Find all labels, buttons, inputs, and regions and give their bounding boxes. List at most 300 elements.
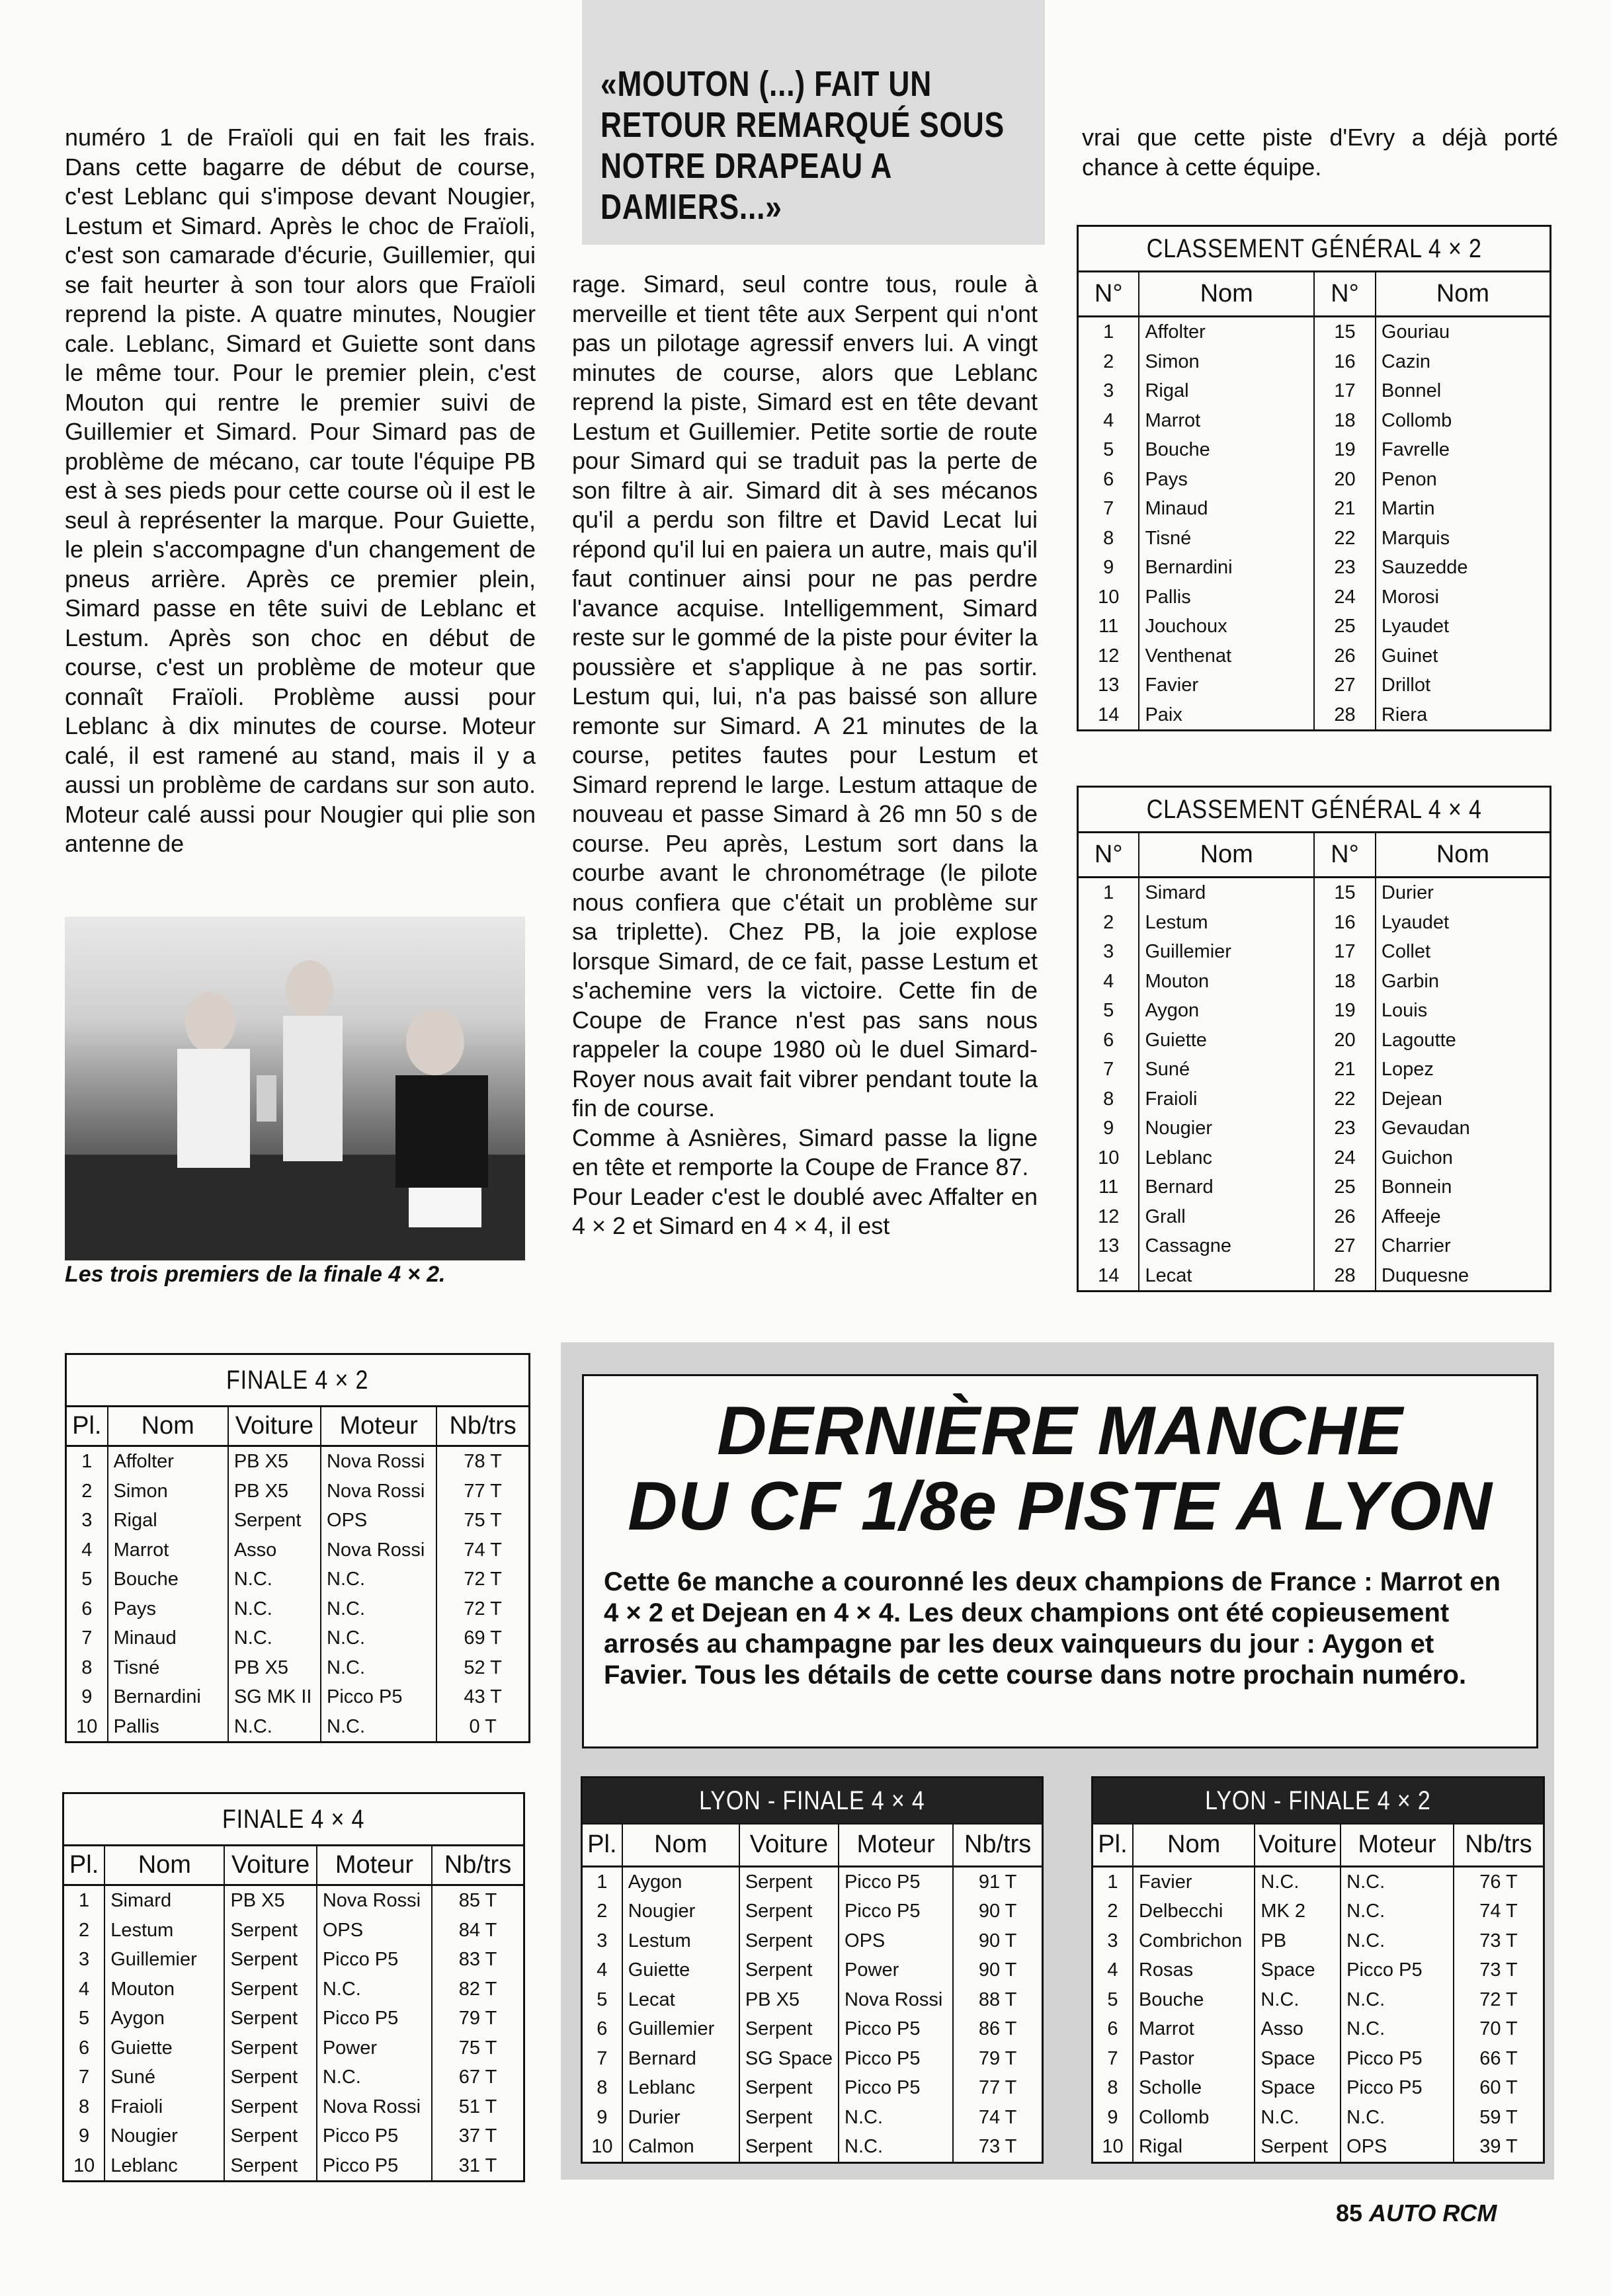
table-row	[66, 1536, 530, 1565]
column-header: Nom	[104, 1846, 224, 1885]
table-cell: 11	[1078, 612, 1139, 641]
table-cell: PB X5	[224, 1885, 316, 1916]
table-cell: Drillot	[1376, 671, 1551, 700]
table-cell: 4	[1078, 967, 1139, 997]
table-cell: Collomb	[1376, 406, 1551, 436]
table-cell: 74 T	[953, 2103, 1042, 2133]
classement-4x4-table	[1077, 786, 1551, 1292]
table-cell: 9	[66, 1682, 108, 1712]
table-cell: Simard	[1139, 878, 1314, 908]
table-cell: Nova Rossi	[321, 1446, 436, 1477]
table-cell: Serpent	[739, 1926, 839, 1956]
column-header: Moteur	[1341, 1824, 1454, 1866]
table-cell: N.C.	[321, 1653, 436, 1683]
table-cell: 5	[63, 2004, 105, 2033]
table-cell: 90 T	[953, 1955, 1042, 1985]
table-cell: 90 T	[953, 1897, 1042, 1926]
table-cell: 5	[582, 1985, 622, 2015]
table-cell: Martin	[1376, 494, 1551, 524]
table-cell: Picco P5	[317, 1945, 432, 1975]
table-cell: 5	[1078, 435, 1139, 465]
table-row	[1093, 2073, 1544, 2103]
table-title: FINALE 4 × 4	[222, 1804, 365, 1834]
table-cell: 24	[1314, 1143, 1376, 1173]
table-cell: Venthenat	[1139, 641, 1314, 671]
table-row	[63, 1945, 524, 1975]
table-header-row	[1093, 1824, 1544, 1866]
table-cell: OPS	[839, 1926, 953, 1956]
table-cell: Space	[1255, 1955, 1341, 1985]
table-cell: 4	[582, 1955, 622, 1985]
table-cell: SG Space	[739, 2044, 839, 2074]
table-cell: 16	[1314, 347, 1376, 377]
table-title: FINALE 4 × 2	[226, 1365, 369, 1395]
table-cell: Delbecchi	[1133, 1897, 1255, 1926]
article-paragraph: Pour Leader c'est le doublé avec Affalter en 4 × 2 et Simard en 4 × 4, il est	[572, 1182, 1038, 1239]
column-header: Nom	[1139, 833, 1314, 878]
table-cell: Serpent	[739, 2103, 839, 2133]
table-cell: 14	[1078, 1261, 1139, 1292]
table-row	[1078, 1085, 1551, 1114]
table-cell: N.C.	[317, 1975, 432, 2004]
table-cell: Serpent	[739, 1897, 839, 1926]
table-cell: Mouton	[104, 1975, 224, 2004]
table-row	[1078, 376, 1551, 406]
table-row	[582, 2014, 1043, 2044]
table-cell: Collet	[1376, 937, 1551, 967]
table-cell: 72 T	[436, 1594, 529, 1624]
table-row	[1078, 878, 1551, 908]
table-row	[66, 1477, 530, 1506]
table-cell: Suné	[1139, 1055, 1314, 1085]
table-cell: N.C.	[228, 1712, 321, 1742]
table-cell: 23	[1314, 1114, 1376, 1143]
table-row	[63, 2063, 524, 2092]
table-row	[1093, 1985, 1544, 2015]
table-cell: 5	[66, 1565, 108, 1594]
table-row	[1093, 1897, 1544, 1926]
table-row	[1078, 937, 1551, 967]
table-cell: Serpent	[224, 2063, 316, 2092]
column-header: N°	[1314, 833, 1376, 878]
table-cell: 4	[63, 1975, 105, 2004]
table-row	[1078, 1143, 1551, 1173]
table-row	[66, 1506, 530, 1536]
table-cell: 25	[1314, 612, 1376, 641]
table-cell: 10	[1078, 1143, 1139, 1173]
table-cell: Cazin	[1376, 347, 1551, 377]
podium-photo	[65, 917, 525, 1260]
table-cell: Serpent	[224, 2092, 316, 2122]
table-cell: 10	[582, 2132, 622, 2162]
column-header: Nb/trs	[432, 1846, 524, 1885]
table-cell: Affolter	[108, 1446, 228, 1477]
table-cell: Guillemier	[622, 2014, 739, 2044]
table-cell: Duquesne	[1376, 1261, 1551, 1292]
table-cell: 8	[1078, 524, 1139, 554]
table-cell: N.C.	[321, 1623, 436, 1653]
table-cell: Affolter	[1139, 317, 1314, 347]
table-row	[1078, 1172, 1551, 1202]
table-cell: 4	[1093, 1955, 1133, 1985]
table-cell: 3	[1078, 376, 1139, 406]
table-cell: 2	[63, 1916, 105, 1946]
article-column-1	[65, 123, 536, 859]
table-cell: Combrichon	[1133, 1926, 1255, 1956]
table-cell: PB X5	[739, 1985, 839, 2015]
table-cell: Rosas	[1133, 1955, 1255, 1985]
table-cell: 19	[1314, 435, 1376, 465]
table-cell: 3	[1093, 1926, 1133, 1956]
column-header: Moteur	[839, 1824, 953, 1866]
table-cell: Charrier	[1376, 1231, 1551, 1261]
table-cell: Serpent	[224, 2121, 316, 2151]
table-cell: Rigal	[108, 1506, 228, 1536]
table-cell: SG MK II	[228, 1682, 321, 1712]
table-cell: Cassagne	[1139, 1231, 1314, 1261]
table-cell: Pallis	[1139, 583, 1314, 612]
table-cell: 84 T	[432, 1916, 524, 1946]
table-cell: 6	[582, 2014, 622, 2044]
table-body	[582, 1866, 1043, 2162]
table-cell: 3	[1078, 937, 1139, 967]
table-cell: 7	[66, 1623, 108, 1653]
table-row	[1078, 1202, 1551, 1232]
table-cell: 39 T	[1454, 2132, 1544, 2162]
table-cell: 10	[1078, 583, 1139, 612]
table-cell: 67 T	[432, 2063, 524, 2092]
table-cell: Nova Rossi	[317, 2092, 432, 2122]
table-cell: Leblanc	[104, 2151, 224, 2182]
table-cell: PB X5	[228, 1653, 321, 1683]
table-cell: 73 T	[1454, 1926, 1544, 1956]
table-row	[582, 1866, 1043, 1897]
table-cell: Jouchoux	[1139, 612, 1314, 641]
table-cell: PB X5	[228, 1446, 321, 1477]
table-cell: Simon	[108, 1477, 228, 1506]
table-cell: N.C.	[228, 1594, 321, 1624]
article-paragraph: vrai que cette piste d'Evry a déjà porté chance à cette équipe.	[1082, 124, 1558, 181]
table-row	[1078, 524, 1551, 554]
table-cell: 79 T	[953, 2044, 1042, 2074]
table-cell: Asso	[1255, 2014, 1341, 2044]
table-cell: Grall	[1139, 1202, 1314, 1232]
table-cell: Serpent	[1255, 2132, 1341, 2162]
article-paragraph: numéro 1 de Fraïoli qui en fait les frais. Dans cette bagarre de début de course, c'est Leblanc qui s'impose devant Nougier, Lestum et Simard. Après le choc de Fraïoli, c'est son camarade d'écurie, Guillemier, qui se fait heurter à son tour alors que Fraïoli reprend la piste. A quatre minutes, Nougier cale. Leblanc, Simard et Guiette sont dans le même tour. Pour le premier plein, c'est Mouton qui rentre le premier suivi de Guillemier et Simard. Pour Simard pas de problème de mécano, car toute l'équipe PB est à ses pieds pour cette course où il est le seul à représenter la marque. Pour Guiette, le plein s'accompagne d'un changement de pneus arrière. Après ce premier plein, Simard passe en tête suivi de Leblanc et Lestum. Après son choc en début de course, c'est un problème de moteur que connaît Fraïoli. Problème aussi pour Leblanc à dix minutes de course. Moteur calé, il est ramené au stand, mais il y a aussi un problème de cardans sur son auto. Moteur calé aussi pour Nougier qui plie son antenne de	[65, 124, 536, 857]
table-cell: 20	[1314, 465, 1376, 495]
table-cell: 66 T	[1454, 2044, 1544, 2074]
table-row	[1078, 1055, 1551, 1085]
article-paragraph: rage. Simard, seul contre tous, roule à merveille et tient tête aux Serpent qui n'ont pas un pilotage agressif envers lui. A vingt minutes de course, alors que Leblanc reprend la piste, Simard est en tête devant Lestum et Guillemier. Petite sortie de route pour Simard qui se traduit pas la perte de son filtre à air. Simard dit à ses mécanos qu'il a perdu son filtre et David Lecat lui répond qu'il lui en paiera un autre, mais qu'il faut continuer ainsi pour ne pas perdre l'avance acquise. Intelligemment, Simard reste sur le gommé de la piste pour éviter la poussière et s'applique à ne pas sortir. Lestum qui, lui, n'a pas baissé son allure remonte sur Simard. A 21 minutes de la course, petites fautes pour Lestum et Simard reprend le large. Lestum attaque de nouveau et passe Simard à 26 mn 50 s de course. Peu après, Lestum sort dans la courbe avant le chronométrage (le pilote nous confiera que c'était un problème sur sa triplette). Chez PB, la joie explose lorsque Simard, de ce fait, passe Lestum et s'achemine vers la victoire. Cette fin de Coupe de France n'est pas sans nous rappeler la coupe 1980 où le duel Simard-Royer nous avait fait vibrer pendant toute la fin de course.	[572, 270, 1038, 1122]
table-cell: Guiette	[1139, 1026, 1314, 1055]
table-cell: Pays	[1139, 465, 1314, 495]
table-cell: Fraioli	[1139, 1085, 1314, 1114]
table-cell: 85 T	[432, 1885, 524, 1916]
table-row	[582, 2132, 1043, 2162]
table-row	[63, 2092, 524, 2122]
table-cell: Asso	[228, 1536, 321, 1565]
table-row	[66, 1712, 530, 1742]
table-row	[1078, 553, 1551, 583]
table-row	[1093, 1926, 1544, 1956]
table-cell: 11	[1078, 1172, 1139, 1202]
table-cell: 72 T	[436, 1565, 529, 1594]
table-cell: Aygon	[622, 1866, 739, 1897]
table-row	[1078, 317, 1551, 347]
table-cell: 43 T	[436, 1682, 529, 1712]
table-cell: OPS	[321, 1506, 436, 1536]
table-row	[1078, 967, 1551, 997]
table-cell: Serpent	[224, 2004, 316, 2033]
table-cell: Bernardini	[1139, 553, 1314, 583]
banner-text: Cette 6e manche a couronné les deux champions de France : Marrot en 4 × 2 et Dejean en 4 × 4. Les deux champions ont été copieusement arrosés au champagne par les deux vainqueurs du jour : Aygon et Favier. Tous les détails de cette course dans notre prochain numéro.	[604, 1567, 1501, 1690]
table-cell: Bouche	[1139, 435, 1314, 465]
table-cell: 4	[1078, 406, 1139, 436]
table-cell: 9	[582, 2103, 622, 2133]
table-cell: Serpent	[739, 1866, 839, 1897]
table-row	[1078, 996, 1551, 1026]
table-cell: 60 T	[1454, 2073, 1544, 2103]
table-body	[63, 1885, 524, 2182]
table-cell: Serpent	[739, 2073, 839, 2103]
table-cell: 27	[1314, 1231, 1376, 1261]
table-cell: 76 T	[1454, 1866, 1544, 1897]
table-cell: 1	[63, 1885, 105, 1916]
table-row	[1078, 1114, 1551, 1143]
table-cell: 7	[1093, 2044, 1133, 2074]
table-cell: Guillemier	[1139, 937, 1314, 967]
table-cell: N.C.	[321, 1565, 436, 1594]
table-row	[1078, 1026, 1551, 1055]
table-cell: Durier	[1376, 878, 1551, 908]
table-row	[1093, 2103, 1544, 2133]
pull-quote-line: DAMIERS...»	[600, 187, 782, 227]
pull-quote-line: «MOUTON (...) FAIT UN	[600, 64, 932, 104]
table-cell: Lopez	[1376, 1055, 1551, 1085]
table-cell: Picco P5	[1341, 2044, 1454, 2074]
classement-4x2-table	[1077, 225, 1551, 731]
table-row	[66, 1653, 530, 1683]
table-cell: 88 T	[953, 1985, 1042, 2015]
table-cell: Nougier	[622, 1897, 739, 1926]
table-cell: Leblanc	[622, 2073, 739, 2103]
table-row	[66, 1446, 530, 1477]
column-header: Voiture	[228, 1407, 321, 1446]
table-cell: 3	[63, 1945, 105, 1975]
table-cell: 1	[1093, 1866, 1133, 1897]
table-cell: N.C.	[321, 1712, 436, 1742]
table-cell: Nougier	[104, 2121, 224, 2151]
page-footer	[1336, 2199, 1497, 2227]
table-cell: 23	[1314, 553, 1376, 583]
table-row	[582, 2073, 1043, 2103]
table-cell: 18	[1314, 406, 1376, 436]
table-cell: Picco P5	[839, 2073, 953, 2103]
table-cell: N.C.	[321, 1594, 436, 1624]
table-cell: Power	[839, 1955, 953, 1985]
page-number: 85	[1336, 2199, 1363, 2227]
table-cell: Lagoutte	[1376, 1026, 1551, 1055]
column-header: Nom	[1376, 833, 1551, 878]
table-row	[63, 2033, 524, 2063]
table-cell: 72 T	[1454, 1985, 1544, 2015]
table-cell: PB	[1255, 1926, 1341, 1956]
table-cell: 1	[1078, 317, 1139, 347]
table-row	[1093, 2044, 1544, 2074]
column-header: Nom	[108, 1407, 228, 1446]
column-header: Pl.	[1093, 1824, 1133, 1866]
column-header: Nb/trs	[1454, 1824, 1544, 1866]
table-row	[1078, 347, 1551, 377]
table-cell: Simard	[104, 1885, 224, 1916]
table-cell: 2	[1078, 347, 1139, 377]
column-header: Pl.	[63, 1846, 105, 1885]
table-cell: Louis	[1376, 996, 1551, 1026]
table-cell: Mouton	[1139, 967, 1314, 997]
table-cell: 16	[1314, 908, 1376, 938]
column-header: Nom	[1133, 1824, 1255, 1866]
table-cell: Guichon	[1376, 1143, 1551, 1173]
table-cell: 10	[1093, 2132, 1133, 2162]
table-cell: 9	[1078, 553, 1139, 583]
pull-quote-line: NOTRE DRAPEAU A	[600, 146, 893, 186]
table-row	[1093, 2132, 1544, 2162]
table-cell: Marquis	[1376, 524, 1551, 554]
table-cell: Nougier	[1139, 1114, 1314, 1143]
table-cell: N.C.	[839, 2103, 953, 2133]
table-cell: Scholle	[1133, 2073, 1255, 2103]
table-cell: Nova Rossi	[317, 1885, 432, 1916]
table-cell: Serpent	[739, 1955, 839, 1985]
table-cell: Lyaudet	[1376, 908, 1551, 938]
table-cell: 20	[1314, 1026, 1376, 1055]
table-cell: 18	[1314, 967, 1376, 997]
magazine-name: AUTO RCM	[1369, 2199, 1497, 2227]
table-row	[63, 2004, 524, 2033]
table-cell: Favier	[1139, 671, 1314, 700]
table-body	[66, 1446, 530, 1742]
table-cell: Serpent	[739, 2132, 839, 2162]
table-cell: Sauzedde	[1376, 553, 1551, 583]
table-title: CLASSEMENT GÉNÉRAL 4 × 4	[1146, 794, 1482, 824]
table-cell: 17	[1314, 376, 1376, 406]
table-cell: 77 T	[436, 1477, 529, 1506]
table-cell: Guiette	[104, 2033, 224, 2063]
table-cell: Gevaudan	[1376, 1114, 1551, 1143]
table-cell: 22	[1314, 524, 1376, 554]
table-cell: Picco P5	[839, 2014, 953, 2044]
table-cell: Tisné	[1139, 524, 1314, 554]
table-row	[582, 1985, 1043, 2015]
table-row	[63, 2151, 524, 2182]
table-cell: 28	[1314, 1261, 1376, 1292]
table-cell: 2	[1093, 1897, 1133, 1926]
table-cell: Rigal	[1139, 376, 1314, 406]
table-cell: 21	[1314, 1055, 1376, 1085]
column-header: Voiture	[739, 1824, 839, 1866]
table-body	[1093, 1866, 1544, 2162]
table-cell: Nova Rossi	[839, 1985, 953, 2015]
table-cell: Picco P5	[839, 2044, 953, 2074]
table-cell: Gouriau	[1376, 317, 1551, 347]
table-cell: Picco P5	[317, 2151, 432, 2182]
table-row	[66, 1623, 530, 1653]
table-cell: PB X5	[228, 1477, 321, 1506]
table-cell: Lestum	[622, 1926, 739, 1956]
table-cell: Lecat	[622, 1985, 739, 2015]
table-row	[66, 1682, 530, 1712]
table-header-row	[1078, 833, 1551, 878]
table-cell: Morosi	[1376, 583, 1551, 612]
table-cell: 77 T	[953, 2073, 1042, 2103]
table-cell: Picco P5	[317, 2121, 432, 2151]
table-cell: N.C.	[228, 1623, 321, 1653]
table-cell: 12	[1078, 1202, 1139, 1232]
table-row	[1078, 406, 1551, 436]
table-cell: Rigal	[1133, 2132, 1255, 2162]
table-header-row	[66, 1407, 530, 1446]
table-cell: Picco P5	[317, 2004, 432, 2033]
table-cell: 5	[1078, 996, 1139, 1026]
table-cell: N.C.	[1341, 1866, 1454, 1897]
column-header: Voiture	[224, 1846, 316, 1885]
table-cell: Minaud	[1139, 494, 1314, 524]
table-cell: Picco P5	[1341, 1955, 1454, 1985]
lyon-finale-4x4-table	[581, 1776, 1044, 2164]
table-header-row	[1078, 272, 1551, 317]
table-row	[1078, 671, 1551, 700]
table-cell: Aygon	[104, 2004, 224, 2033]
table-cell: 28	[1314, 700, 1376, 731]
table-row	[582, 1926, 1043, 1956]
table-row	[1078, 908, 1551, 938]
table-cell: 2	[1078, 908, 1139, 938]
table-cell: 1	[66, 1446, 108, 1477]
table-row	[1078, 465, 1551, 495]
column-header: Nom	[1376, 272, 1551, 317]
table-cell: Bouche	[1133, 1985, 1255, 2015]
table-row	[66, 1565, 530, 1594]
table-header-row	[63, 1846, 524, 1885]
table-cell: 26	[1314, 1202, 1376, 1232]
table-cell: 52 T	[436, 1653, 529, 1683]
table-cell: Lyaudet	[1376, 612, 1551, 641]
table-cell: 79 T	[432, 2004, 524, 2033]
table-cell: 15	[1314, 317, 1376, 347]
table-cell: OPS	[317, 1916, 432, 1946]
table-row	[1093, 1955, 1544, 1985]
table-cell: 73 T	[953, 2132, 1042, 2162]
table-cell: 0 T	[436, 1712, 529, 1742]
column-header: N°	[1078, 272, 1139, 317]
table-cell: Affeeje	[1376, 1202, 1551, 1232]
table-cell: Picco P5	[321, 1682, 436, 1712]
table-row	[1078, 641, 1551, 671]
table-cell: Durier	[622, 2103, 739, 2133]
finale-4x4-table	[62, 1792, 525, 2182]
table-cell: 4	[66, 1536, 108, 1565]
table-cell: Serpent	[224, 1945, 316, 1975]
table-cell: Riera	[1376, 700, 1551, 731]
table-cell: 7	[582, 2044, 622, 2074]
table-cell: 10	[63, 2151, 105, 2182]
column-header: Pl.	[582, 1824, 622, 1866]
table-cell: 37 T	[432, 2121, 524, 2151]
table-cell: Pays	[108, 1594, 228, 1624]
table-cell: 6	[1078, 465, 1139, 495]
banner-title-line: DU CF 1/8e PISTE A LYON	[628, 1468, 1493, 1545]
table-cell: Serpent	[228, 1506, 321, 1536]
